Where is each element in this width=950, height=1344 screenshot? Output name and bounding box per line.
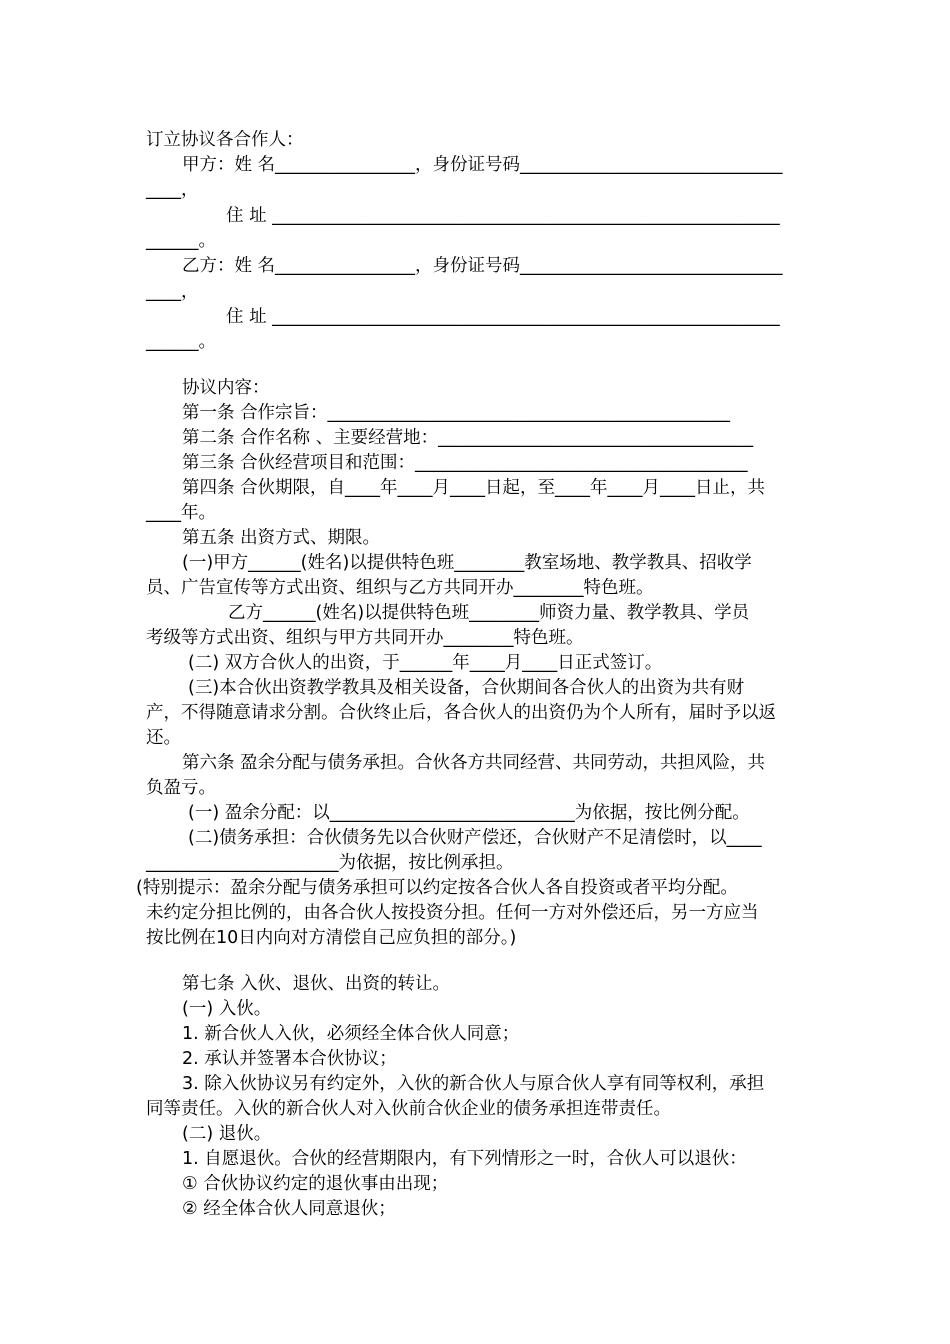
special-note: (特别提示：盈余分配与债务承担可以约定按各合伙人各自投资或者平均分配。 [136, 878, 738, 898]
party-a-name-line: 甲方：姓 名________________，身份证号码______________________________ [182, 155, 783, 175]
article-5-heading: 第五条 出资方式、期限。 [182, 528, 381, 548]
article-6-cont: 负盈亏。 [146, 778, 216, 798]
article-7-clause-1: (一) 入伙。 [182, 999, 272, 1019]
party-b-address-line-cont: ______。 [146, 332, 216, 352]
article-7-clause-1-item-2: 2. 承认并签署本合伙协议； [182, 1049, 397, 1069]
article-7-clause-2-item-1: 1. 自愿退伙。合伙的经营期限内，有下列情形之一时，合伙人可以退伙： [182, 1149, 747, 1169]
party-b-address-line: 住 址 __________________________________________________________ [226, 307, 780, 327]
party-b-name-line-cont: ____， [146, 282, 199, 302]
article-7-clause-2: (二) 退伙。 [182, 1124, 272, 1144]
article-4-cont: ____年。 [146, 503, 216, 523]
special-note-cont: 未约定分担比例的，由各合伙人按投资分担。任何一方对外偿还后，另一方应当 [146, 903, 759, 923]
article-6-clause-2-cont: ______________________为依据，按比例承担。 [146, 853, 514, 873]
article-4: 第四条 合伙期限，自____年____月____日起，至____年____月____日止，共 [182, 478, 766, 498]
article-5-clause-3-end: 还。 [146, 728, 181, 748]
party-a-name-line-cont: ____， [146, 180, 199, 200]
special-note-end: 按比例在10日内向对方清偿自己应负担的部分。) [146, 928, 517, 948]
article-7-clause-1-item-1: 1. 新合伙人入伙，必须经全体合伙人同意； [182, 1024, 520, 1044]
party-b-name-line: 乙方：姓 名________________，身份证号码______________________________ [182, 256, 783, 276]
parties-heading: 订立协议各合作人： [146, 130, 304, 150]
article-2: 第二条 合作名称 、主要经营地：____________________________________ [182, 428, 754, 448]
article-7-clause-2-item-1-b: ② 经全体合伙人同意退伙； [182, 1199, 396, 1219]
article-5-clause-1-cont: 员、广告宣传等方式出资、组织与乙方共同开办________特色班。 [146, 578, 654, 598]
article-1: 第一条 合作宗旨：______________________________________________ [182, 403, 731, 423]
article-5-clause-3: (三)本合伙出资教学教具及相关设备，合伙期间各合伙人的出资为共有财 [188, 678, 745, 698]
article-5-clause-1-party-b: 乙方______(姓名)以提供特色班________师资力量、教学教具、学员 [228, 603, 750, 623]
article-7-heading: 第七条 入伙、退伙、出资的转让。 [182, 974, 451, 994]
article-5-clause-1-party-b-cont: 考级等方式出资、组织与甲方共同开办________特色班。 [146, 628, 584, 648]
article-5-clause-3-cont: 产，不得随意请求分割。合伙终止后，各合伙人的出资仍为个人所有，届时予以返 [146, 703, 776, 723]
party-a-address-line-cont: ______。 [146, 231, 216, 251]
article-6-clause-2: (二)债务承担：合伙债务先以合伙财产偿还，合伙财产不足清偿时，以____ [188, 828, 762, 848]
article-6: 第六条 盈余分配与债务承担。合伙各方共同经营、共同劳动，共担风险，共 [182, 753, 766, 773]
article-3: 第三条 合伙经营项目和范围：______________________________________ [182, 453, 748, 473]
article-6-clause-1: (一) 盈余分配：以____________________________为依据，按比例分配。 [188, 803, 750, 823]
article-7-clause-1-item-3-cont: 同等责任。入伙的新合伙人对入伙前合伙企业的债务承担连带责任。 [146, 1099, 671, 1119]
article-5-clause-1: (一)甲方______(姓名)以提供特色班________教室场地、教学教具、招收学 [182, 553, 752, 573]
article-7-clause-1-item-3: 3. 除入伙协议另有约定外，入伙的新合伙人与原合伙人享有同等权利，承担 [182, 1074, 765, 1094]
article-5-clause-2: (二) 双方合伙人的出资，于______年____月____日正式签订。 [188, 653, 663, 673]
party-a-address-line: 住 址 __________________________________________________________ [226, 206, 780, 226]
agreement-content-heading: 协议内容： [182, 378, 270, 398]
article-7-clause-2-item-1-a: ① 合伙协议约定的退伙事由出现； [182, 1174, 449, 1194]
